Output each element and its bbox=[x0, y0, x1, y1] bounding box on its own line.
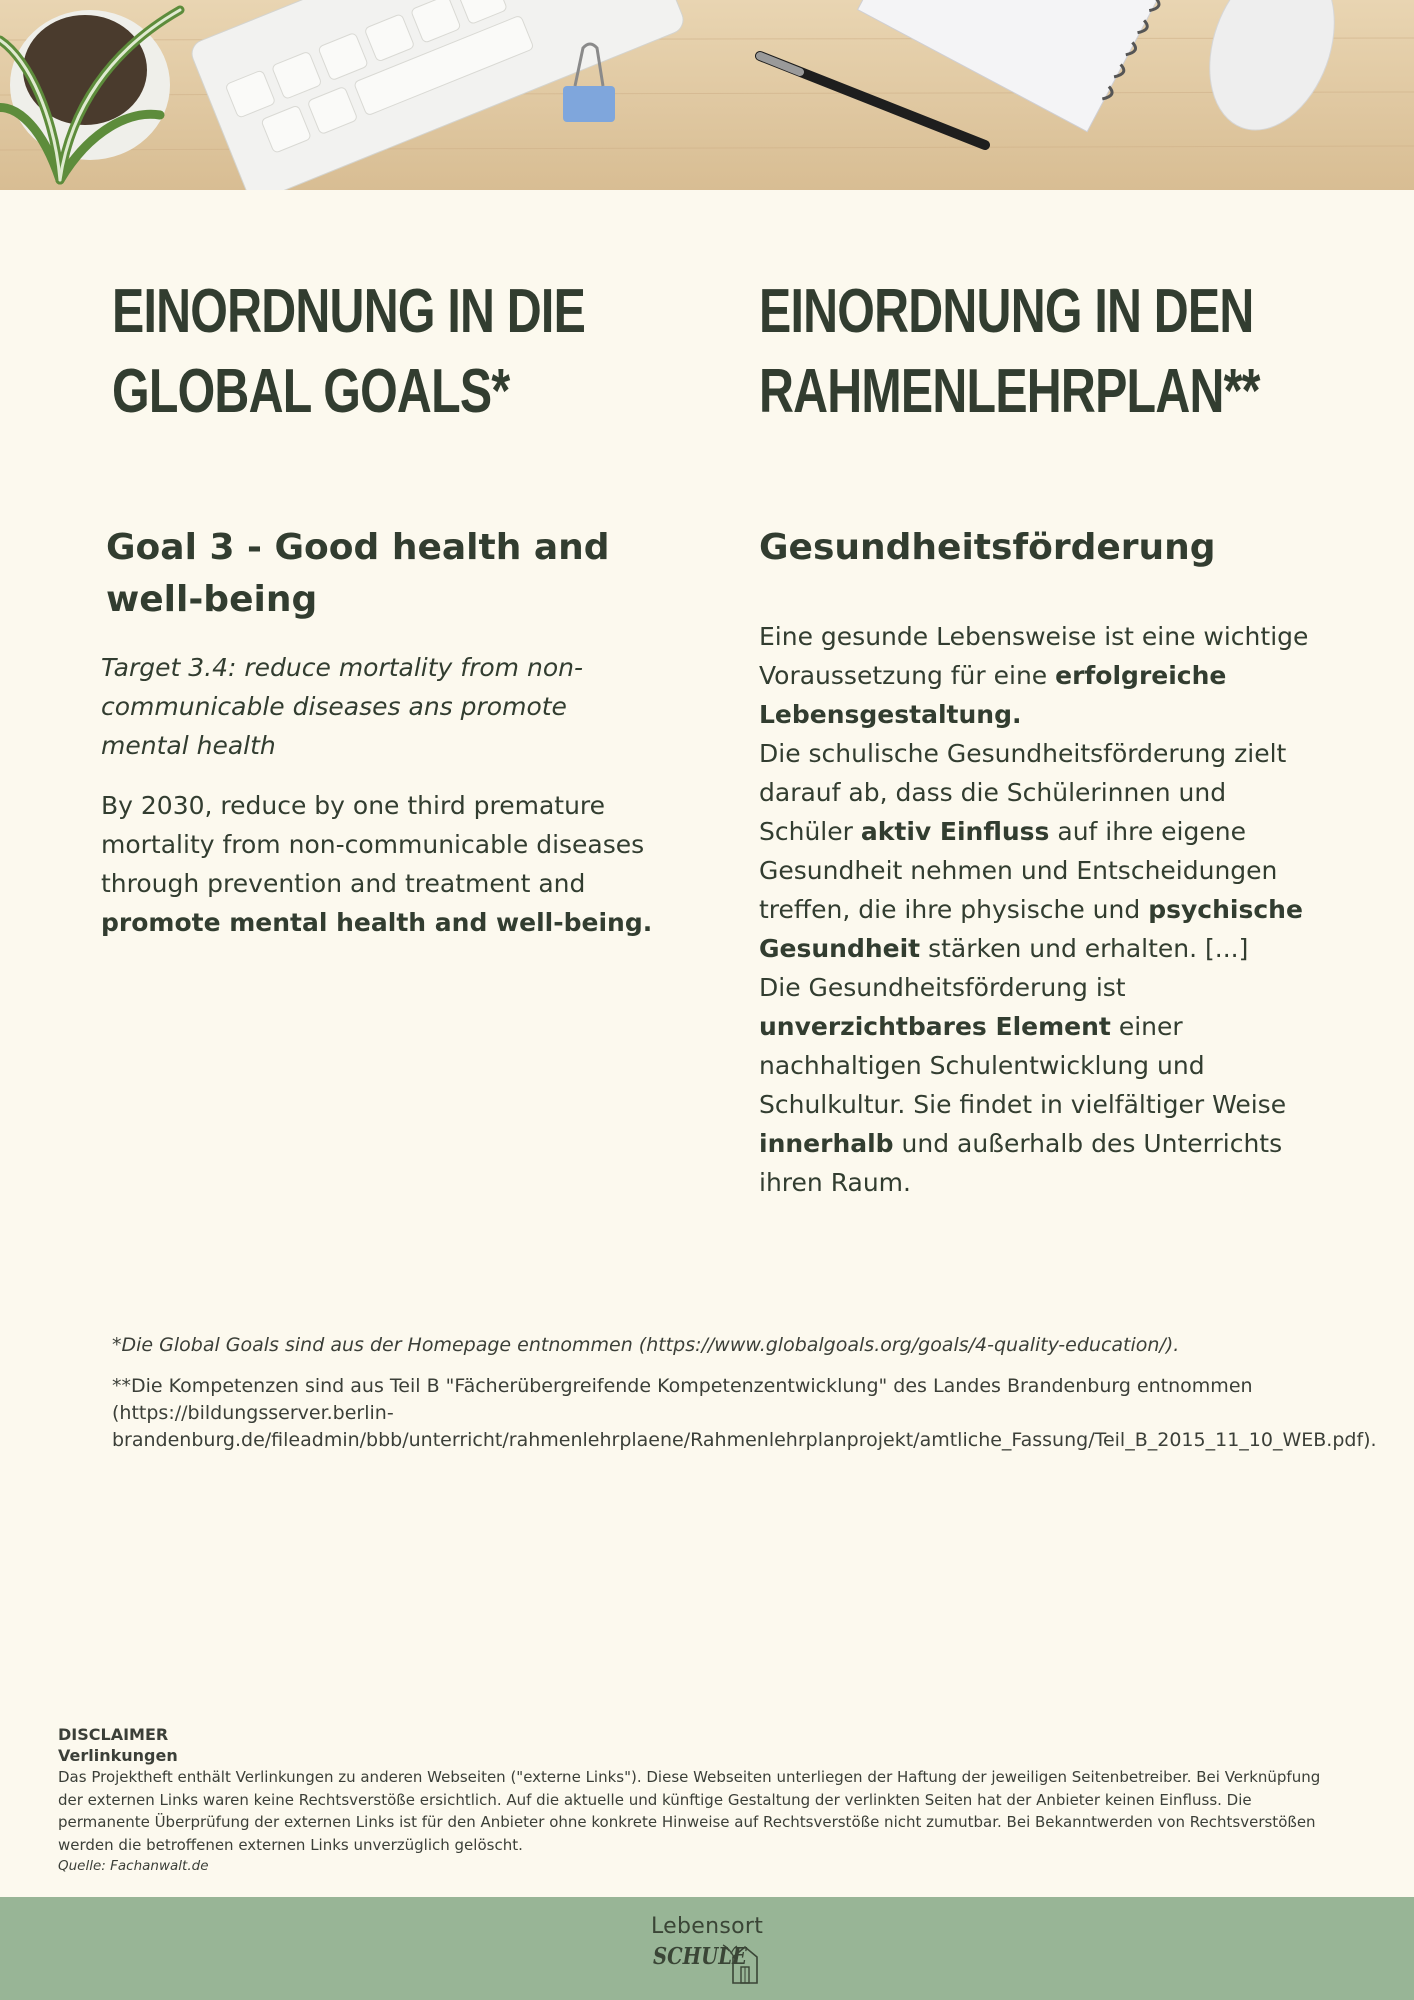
house-plant-icon bbox=[721, 1939, 763, 1985]
gesundheitsfoerderung-title: Gesundheitsförderung bbox=[759, 527, 1216, 568]
rl-text-4: stärken und erhalten. [...] bbox=[928, 934, 1249, 963]
rahmenlehrplan-heading-line2: RAHMENLEHRPLAN** bbox=[759, 357, 1260, 426]
footnote-rahmenlehrplan: **Die Kompetenzen sind aus Teil B "Fächerübergreifende Kompetenzentwicklung" des Landes Brandenburg entnommen (https://bildungsserver.berlin-brandenburg.de/fileadmin/bbb/unterricht/rahmenlehrplaene/Rahmenlehrplanprojekt/amtliche_Fassung/Teil_B_2015_11_10_WEB.pdf). bbox=[112, 1375, 1377, 1451]
footnote-global-goals: *Die Global Goals sind aus der Homepage entnommen (https://www.globalgoals.org/goals/4-quality-education/). bbox=[112, 1334, 1180, 1356]
rl-bold-3: psychische Gesundheit bbox=[759, 895, 1303, 963]
goal-target: Target 3.4: reduce mortality from non-communicable diseases ans promote mental health bbox=[101, 653, 583, 760]
rahmenlehrplan-heading bbox=[759, 272, 1321, 432]
logo-line1: Lebensort bbox=[651, 1914, 764, 1939]
rl-bold-6: innerhalb bbox=[759, 1129, 894, 1158]
goal-title-line1: Goal 3 - Good health and bbox=[106, 527, 610, 568]
global-goals-heading-line2: GLOBAL GOALS* bbox=[112, 357, 510, 426]
rl-text-6: einer nachhaltigen Schulentwicklung und Schulkultur. Sie findet in vielfältiger Weise bbox=[759, 1012, 1287, 1119]
rl-text-3: auf ihre eigene Gesundheit nehmen und Entscheidungen treffen, die ihre physische und bbox=[759, 817, 1278, 924]
disclaimer bbox=[58, 1724, 1348, 1876]
rahmenlehrplan-heading-line1: EINORDNUNG IN DEN bbox=[759, 277, 1254, 346]
goal-title bbox=[106, 522, 626, 626]
disclaimer-heading: DISCLAIMER bbox=[58, 1725, 169, 1744]
rl-text-7: und außerhalb des Unterrichts ihren Raum. bbox=[759, 1129, 1283, 1197]
global-goals-heading-line1: EINORDNUNG IN DIE bbox=[112, 277, 586, 346]
rahmenlehrplan-text bbox=[759, 617, 1319, 1202]
header-desk-photo bbox=[0, 0, 1414, 190]
rl-bold-1: erfolgreiche Lebensgestaltung. bbox=[759, 661, 1227, 729]
goal-description-emphasis: promote mental health and well-being. bbox=[101, 908, 653, 937]
disclaimer-text: Das Projektheft enthält Verlinkungen zu anderen Webseiten ("externe Links"). Diese Webseiten unterliegen der Haftung der jeweiligen Seitenbetreiber. Bei Verknüpfung der externen Links waren keine Rechtsverstöße ersichtlich. Auf die aktuelle und künftige Gestaltung der verlinkten Seiten hat der Anbieter keinen Einfluss. Die permanente Überprüfung der externen Links ist für den Anbieter ohne konkrete Hinweise auf Rechtsverstöße nicht zumutbar. Bei Bekanntwerden von Rechtsverstößen werden die betroffenen externen Links unverzüglich gelöscht. bbox=[58, 1768, 1321, 1854]
goal-title-line2: well-being bbox=[106, 579, 318, 620]
global-goals-heading bbox=[112, 272, 674, 432]
rl-bold-5: unverzichtbares Element bbox=[759, 1012, 1111, 1041]
disclaimer-source: Quelle: Fachanwalt.de bbox=[58, 1858, 209, 1874]
goal-description-text: By 2030, reduce by one third premature mortality from non-communicable diseases through prevention and treatment and bbox=[101, 791, 645, 898]
rl-text-2: Die schulische Gesundheitsförderung zielt darauf ab, dass die Schülerinnen und Schüler bbox=[759, 739, 1287, 846]
logo-line2: SCHULE bbox=[653, 1943, 747, 1970]
rl-text-5: Die Gesundheitsförderung ist bbox=[759, 973, 1126, 1002]
goal-description bbox=[101, 786, 681, 942]
disclaimer-subheading: Verlinkungen bbox=[58, 1746, 178, 1765]
rl-text-1: Eine gesunde Lebensweise ist eine wichtige Voraussetzung für eine bbox=[759, 622, 1309, 690]
lebensort-schule-logo bbox=[651, 1913, 763, 1989]
rl-bold-2: aktiv Einfluss bbox=[860, 817, 1050, 846]
